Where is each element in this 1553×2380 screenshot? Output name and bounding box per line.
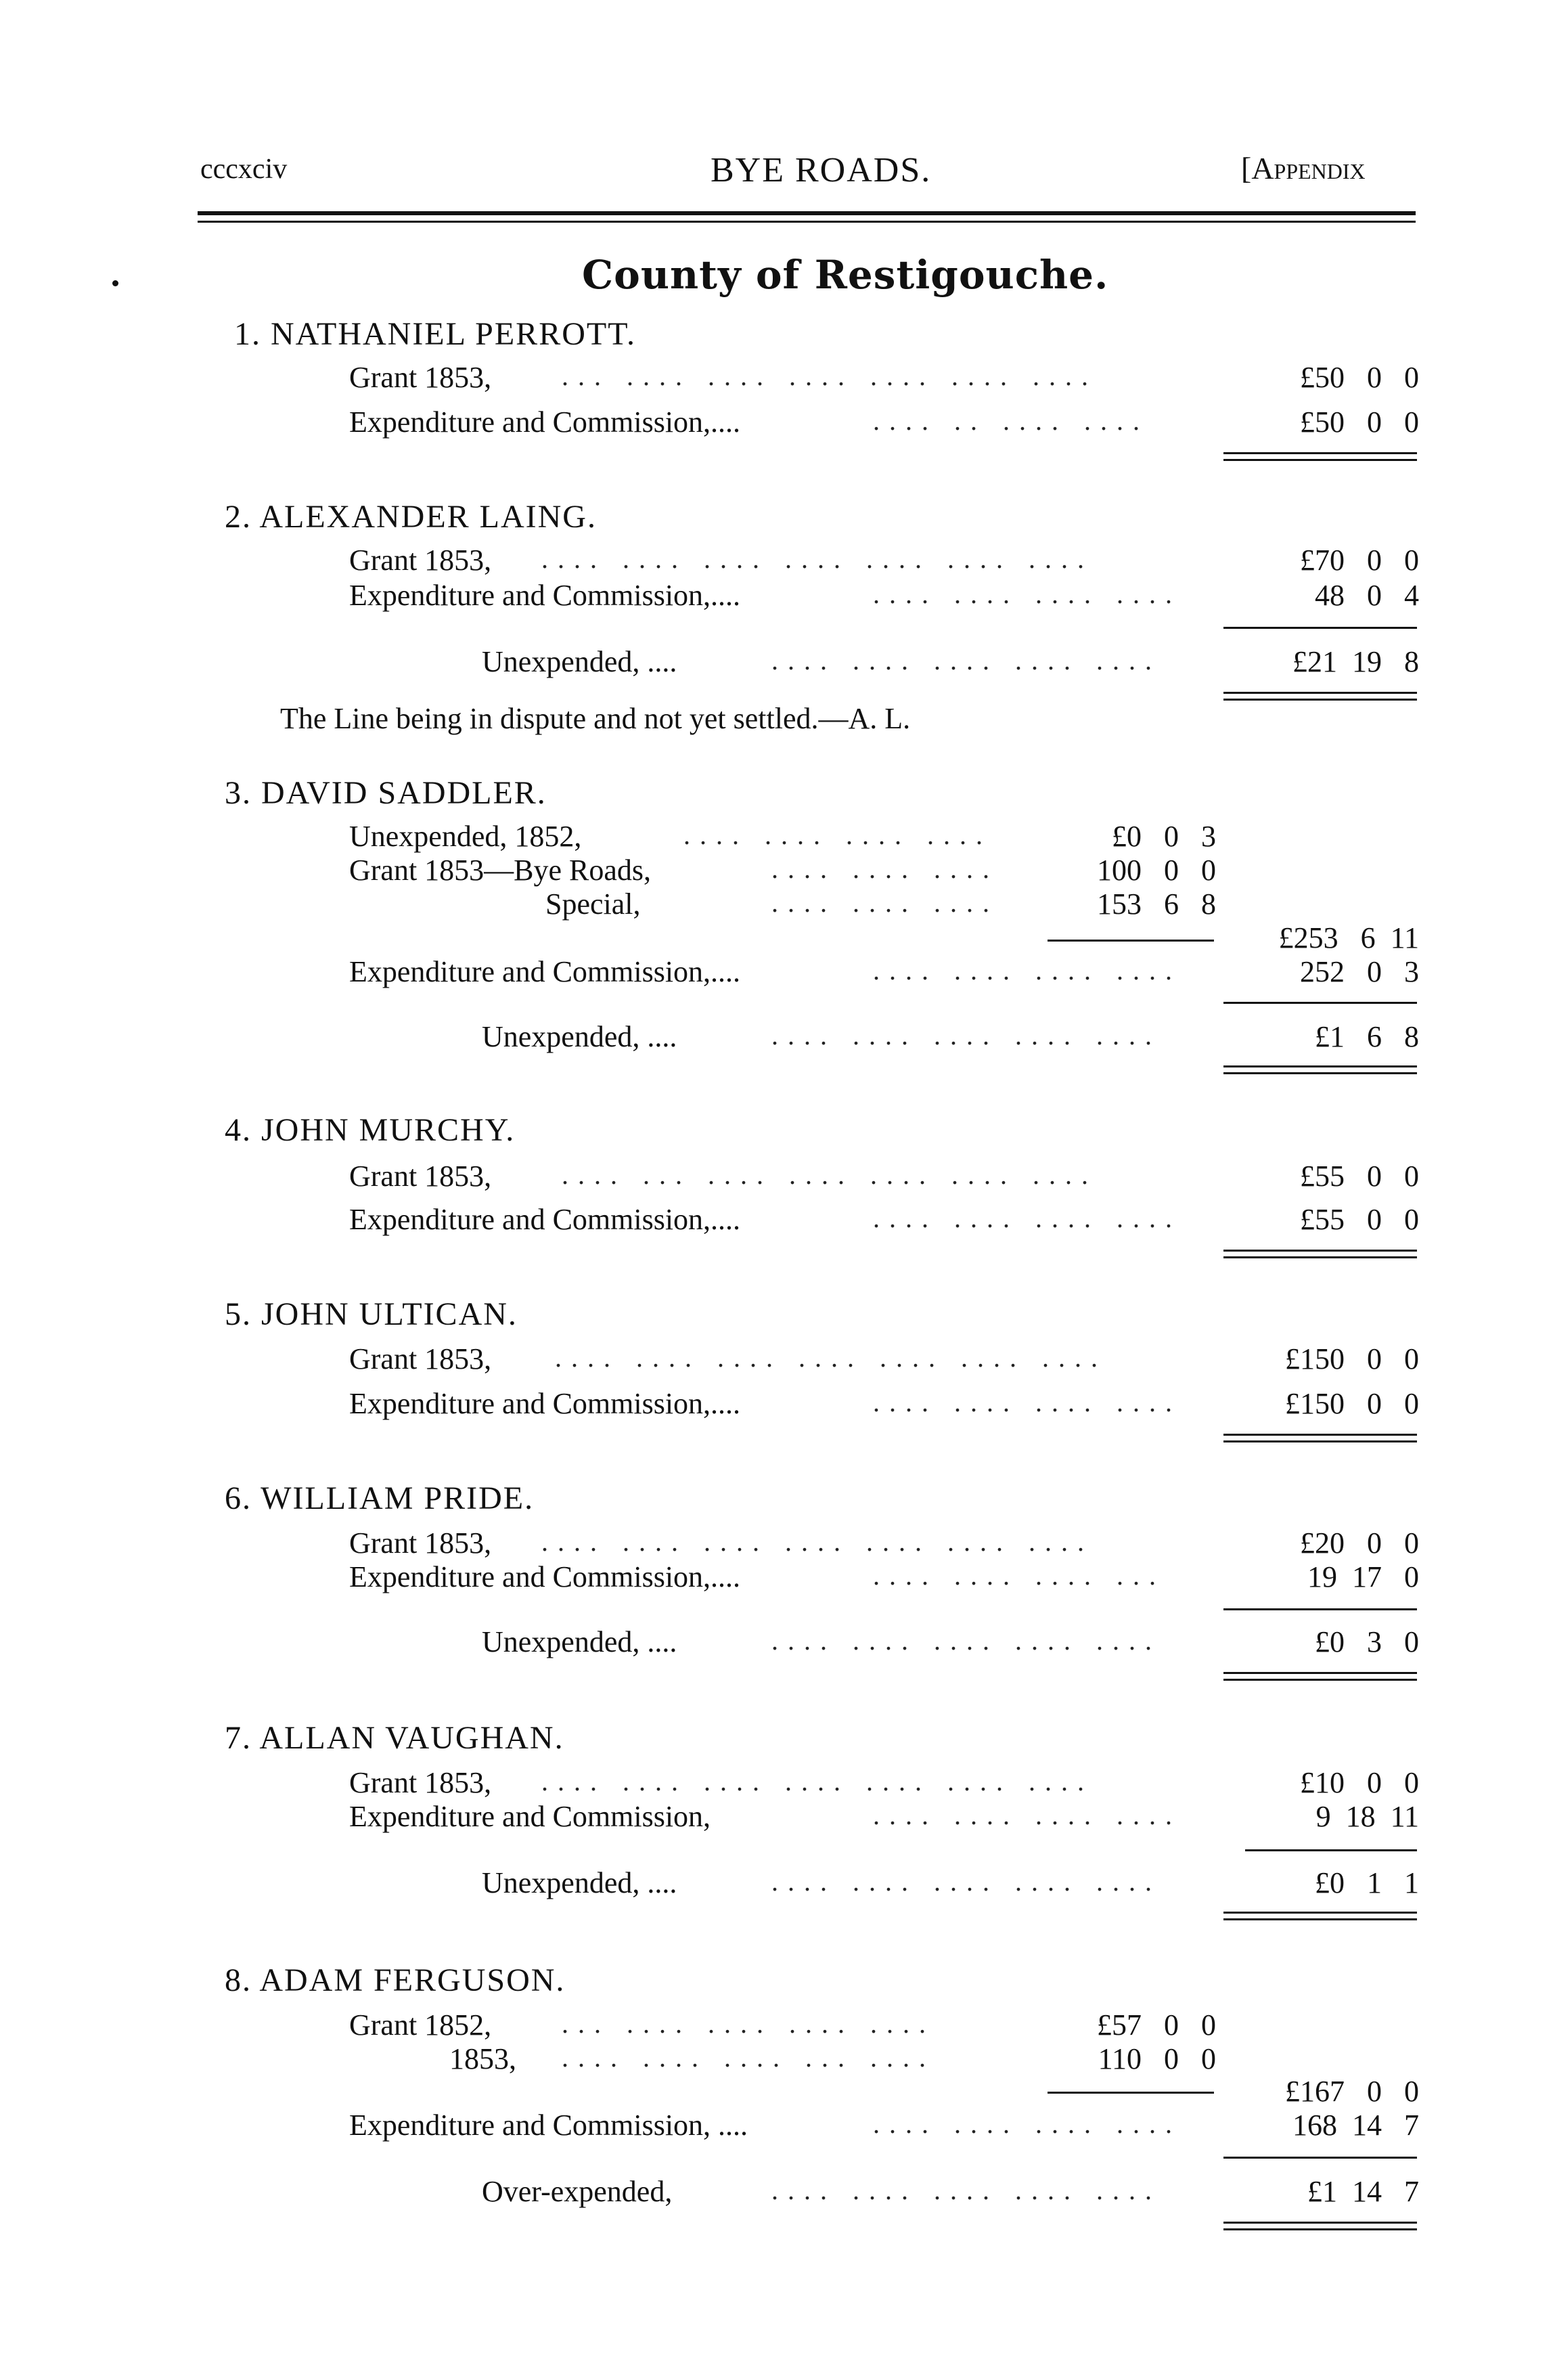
grant-label: Grant 1853, xyxy=(349,1526,492,1560)
leader-dots: .... .... .... xyxy=(771,854,999,884)
double-rule xyxy=(1223,1065,1417,1067)
grant-label: Grant 1853, xyxy=(349,1160,492,1193)
item-amount: £0 0 3 xyxy=(1112,820,1216,853)
grant-total: £20 0 0 xyxy=(1300,1526,1419,1560)
leader-dots: .... .... .... .... .... .... .... xyxy=(541,1766,1094,1797)
result-total: £0 1 1 xyxy=(1315,1866,1419,1899)
expenditure-total: £150 0 0 xyxy=(1285,1387,1419,1420)
leader-dots: .... .... .... .... xyxy=(873,1387,1181,1417)
leader-dots: .... .... .... .... .... xyxy=(771,645,1161,676)
leader-dots: ... .... .... .... .... .... .... xyxy=(562,361,1098,391)
page-number: cccxciv xyxy=(200,154,288,185)
expenditure-label: Expenditure and Commission,.... xyxy=(349,955,741,988)
expenditure-total: 19 17 0 xyxy=(1307,1560,1419,1593)
sum-rule xyxy=(1223,1608,1417,1610)
expenditure-label: Expenditure and Commission,.... xyxy=(349,579,741,612)
entry-name: 1. NATHANIEL PERROTT. xyxy=(234,316,636,352)
leader-dots: .... .... .... .... .... xyxy=(771,1020,1161,1051)
leader-dots: .... .... .... .... xyxy=(873,579,1181,609)
grant-label: Grant 1853, xyxy=(349,361,492,394)
leader-dots: .... .... .... .... .... .... .... xyxy=(541,1526,1094,1557)
leader-dots: .... .... .... .... .... .... .... xyxy=(541,544,1094,574)
double-rule xyxy=(1223,1679,1417,1681)
leader-dots: .... .... .... .... .... xyxy=(771,2175,1161,2205)
item-label: Unexpended, 1852, xyxy=(349,820,582,853)
double-rule xyxy=(1223,1256,1417,1258)
expenditure-label: Expenditure and Commission,.... xyxy=(349,1387,741,1420)
item-label: Grant 1852, xyxy=(349,2008,492,2042)
leader-dots: .... .. .... .... xyxy=(873,405,1149,436)
leader-dots: .... .... .... ... .... xyxy=(562,2042,935,2073)
sum-rule xyxy=(1245,1849,1417,1851)
double-rule xyxy=(1223,1434,1417,1436)
entry-name: 2. ALEXANDER LAING. xyxy=(225,499,597,535)
sum-rule xyxy=(1223,627,1417,629)
item-amount: 153 6 8 xyxy=(1097,887,1216,921)
result-total: £1 14 7 xyxy=(1307,2175,1419,2208)
county-title: County of Restigouche. xyxy=(582,252,1109,298)
leader-dots: .... ... .... .... .... .... .... xyxy=(562,1160,1098,1190)
entry-name: 4. JOHN MURCHY. xyxy=(225,1112,516,1148)
sum-rule xyxy=(1223,2157,1417,2159)
expenditure-total: £55 0 0 xyxy=(1300,1203,1419,1236)
leader-dots: .... .... .... .... xyxy=(873,1203,1181,1233)
leader-dots: .... .... .... .... xyxy=(873,955,1181,986)
expenditure-total: 9 18 11 xyxy=(1315,1800,1419,1833)
entry-name: 6. WILLIAM PRIDE. xyxy=(225,1480,535,1516)
result-total: £0 3 0 xyxy=(1315,1625,1419,1658)
leader-dots: .... .... .... xyxy=(771,887,999,918)
result-label: Unexpended, .... xyxy=(482,1020,677,1053)
expenditure-total: 48 0 4 xyxy=(1315,579,1419,612)
double-rule xyxy=(1223,1918,1417,1920)
leader-dots: ... .... .... .... .... xyxy=(562,2008,935,2039)
result-label: Unexpended, .... xyxy=(482,1866,677,1899)
result-total: £1 6 8 xyxy=(1315,1020,1419,1053)
result-label: Over-expended, xyxy=(482,2175,673,2208)
entry-name: 3. DAVID SADDLER. xyxy=(225,775,547,811)
double-rule xyxy=(1223,459,1417,461)
sum-rule xyxy=(1223,1002,1417,1004)
grant-label: Grant 1853, xyxy=(349,1766,492,1799)
subtotal: £253 6 11 xyxy=(1278,921,1419,954)
double-rule xyxy=(1223,2222,1417,2224)
section-label: [Appendix xyxy=(1241,151,1366,185)
grant-total: £50 0 0 xyxy=(1300,361,1419,394)
double-rule xyxy=(1223,2228,1417,2230)
grant-total: £10 0 0 xyxy=(1300,1766,1419,1799)
leader-dots: .... .... .... .... xyxy=(873,1800,1181,1830)
result-total: £21 19 8 xyxy=(1292,645,1419,678)
item-amount: £57 0 0 xyxy=(1097,2008,1216,2042)
grant-total: £55 0 0 xyxy=(1300,1160,1419,1193)
expenditure-total: 168 14 7 xyxy=(1292,2109,1419,2142)
double-rule xyxy=(1223,1250,1417,1252)
grant-label: Grant 1853, xyxy=(349,544,492,577)
grant-total: £150 0 0 xyxy=(1285,1342,1419,1375)
entry-name: 5. JOHN ULTICAN. xyxy=(225,1296,518,1332)
result-label: Unexpended, .... xyxy=(482,1625,677,1658)
header-rule-thin xyxy=(198,221,1416,223)
double-rule xyxy=(1223,452,1417,454)
item-label: Special, xyxy=(545,887,641,921)
grant-label: Grant 1853, xyxy=(349,1342,492,1375)
leader-dots: .... .... .... .... .... .... .... xyxy=(555,1342,1107,1373)
dispute-note: The Line being in dispute and not yet settled.—A. L. xyxy=(280,702,911,735)
double-rule xyxy=(1223,699,1417,701)
leader-dots: .... .... .... .... xyxy=(683,820,992,850)
grant-total: £70 0 0 xyxy=(1300,544,1419,577)
subtotal: £167 0 0 xyxy=(1285,2075,1419,2108)
double-rule xyxy=(1223,1072,1417,1074)
double-rule xyxy=(1223,1912,1417,1914)
leader-dots: .... .... .... ... xyxy=(873,1560,1165,1591)
expenditure-label: Expenditure and Commission,.... xyxy=(349,405,741,439)
result-label: Unexpended, .... xyxy=(482,645,677,678)
sum-rule xyxy=(1048,940,1214,942)
double-rule xyxy=(1223,1672,1417,1674)
leader-dots: .... .... .... .... .... xyxy=(771,1866,1161,1897)
page-title: BYE ROADS. xyxy=(711,151,932,190)
item-label: Grant 1853—Bye Roads, xyxy=(349,854,652,887)
margin-speck xyxy=(112,280,118,286)
header-rule-thick xyxy=(198,211,1416,215)
expenditure-total: 252 0 3 xyxy=(1300,955,1419,988)
entry-name: 8. ADAM FERGUSON. xyxy=(225,1962,566,1998)
leader-dots: .... .... .... .... xyxy=(873,2109,1181,2139)
item-amount: 100 0 0 xyxy=(1097,854,1216,887)
double-rule xyxy=(1223,1440,1417,1442)
expenditure-label: Expenditure and Commission, .... xyxy=(349,2109,748,2142)
item-amount: 110 0 0 xyxy=(1098,2042,1216,2075)
expenditure-total: £50 0 0 xyxy=(1300,405,1419,439)
item-label: 1853, xyxy=(449,2042,516,2075)
entry-name: 7. ALLAN VAUGHAN. xyxy=(225,1720,564,1756)
leader-dots: .... .... .... .... .... xyxy=(771,1625,1161,1656)
sum-rule xyxy=(1048,2092,1214,2094)
expenditure-label: Expenditure and Commission, xyxy=(349,1800,711,1833)
expenditure-label: Expenditure and Commission,.... xyxy=(349,1203,741,1236)
expenditure-label: Expenditure and Commission,.... xyxy=(349,1560,741,1593)
double-rule xyxy=(1223,692,1417,694)
